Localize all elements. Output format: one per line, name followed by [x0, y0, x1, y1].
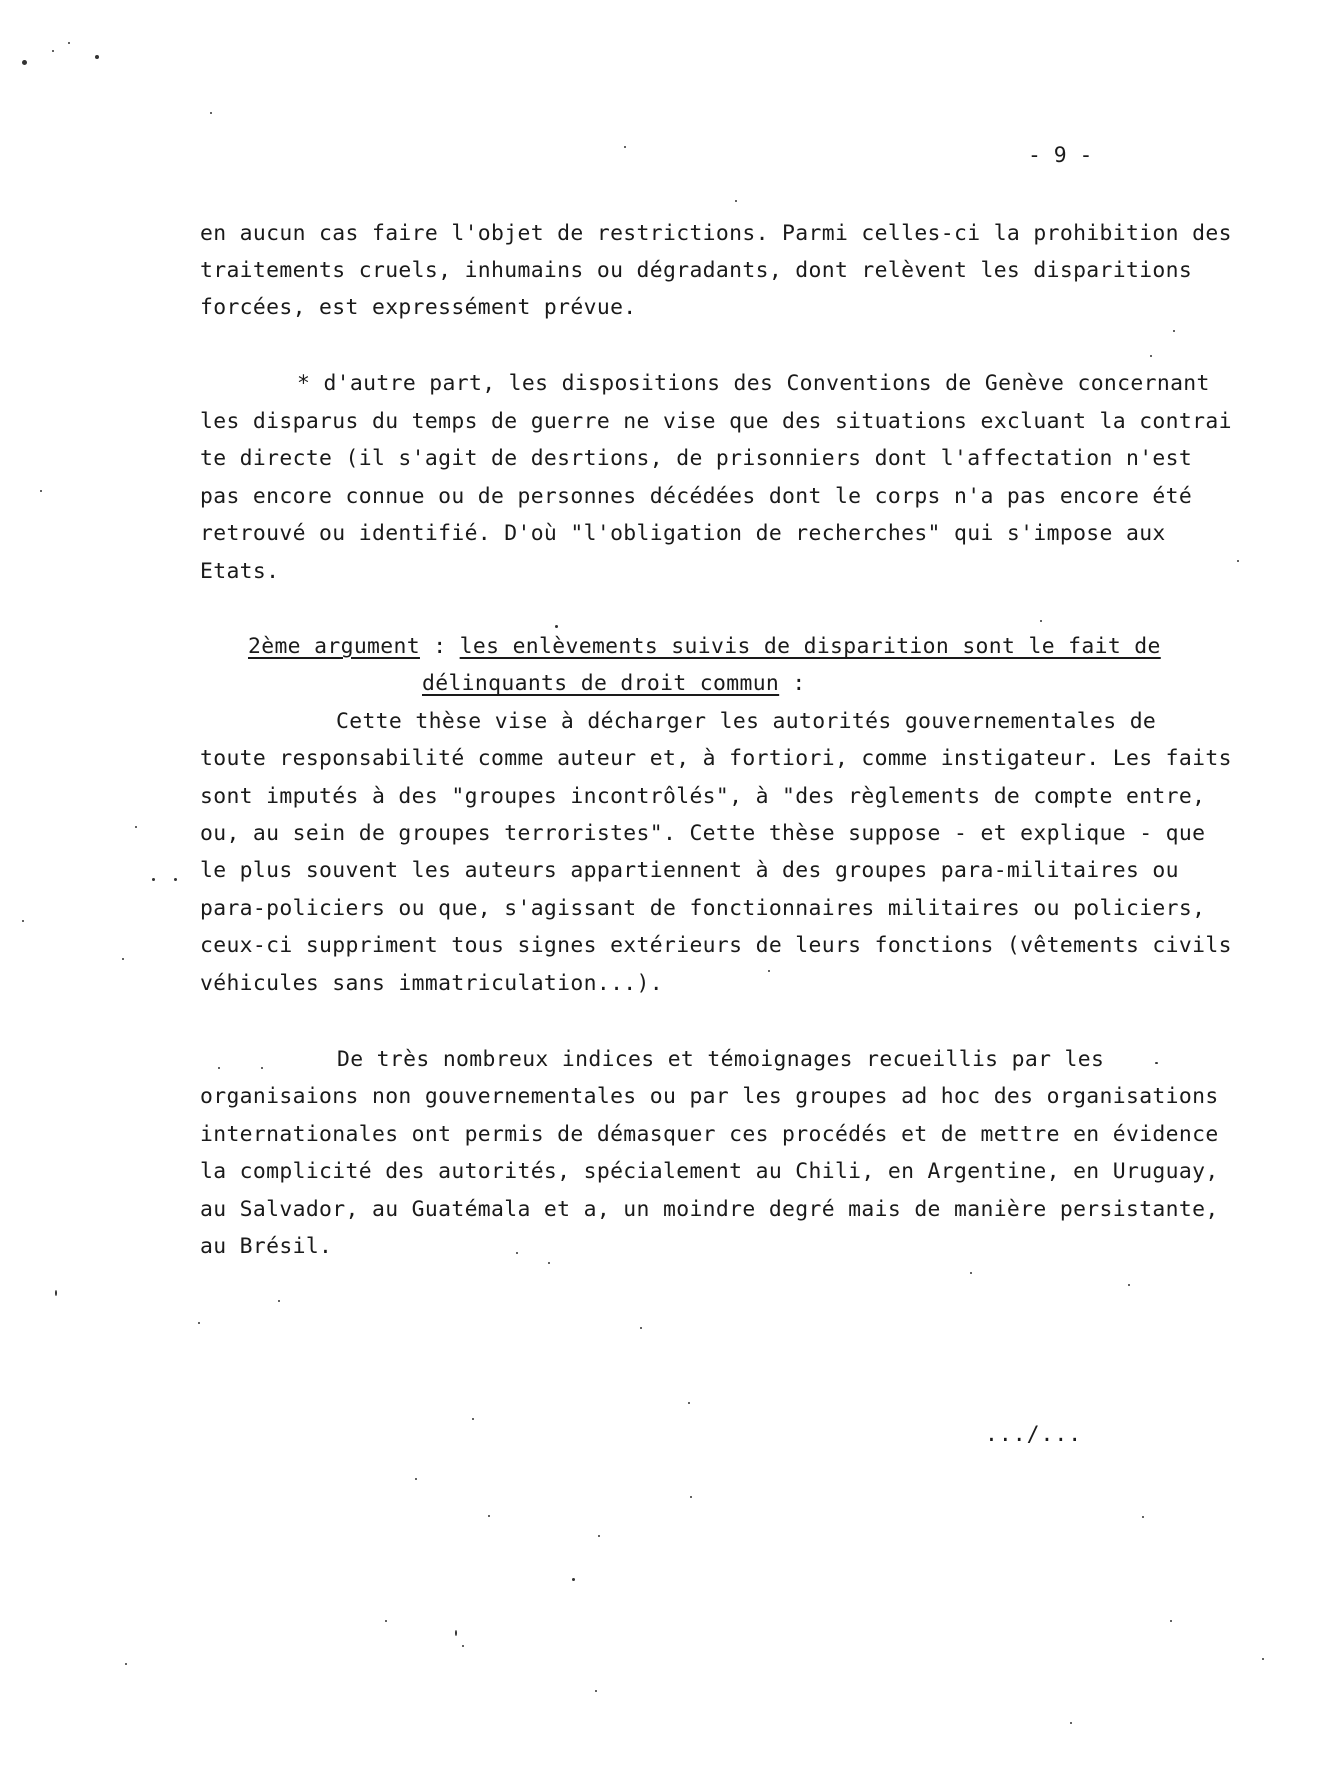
paragraph-line: le plus souvent les auteurs appartiennent à des groupes para-militaires ou	[200, 858, 1179, 883]
scan-speck	[572, 1578, 575, 1581]
scan-speck	[261, 1067, 263, 1069]
scan-speck	[95, 55, 99, 59]
paragraph-line: Cette thèse vise à décharger les autorités gouvernementales de	[336, 709, 1157, 734]
paragraph-line: pas encore connue ou de personnes décédées dont le corps n'a pas encore été	[200, 484, 1193, 509]
scan-speck	[548, 1262, 550, 1264]
argument-title-end: :	[779, 671, 806, 696]
paragraph-line: ceux-ci suppriment tous signes extérieurs de leurs fonctions (vêtements civils	[200, 933, 1232, 958]
scan-speck	[1150, 355, 1152, 357]
scan-speck	[640, 1327, 642, 1329]
paragraph-line: Etats.	[200, 559, 280, 584]
scan-speck	[768, 970, 770, 972]
scan-speck	[1040, 620, 1042, 622]
scan-speck	[1262, 1658, 1264, 1660]
scan-speck	[1237, 560, 1239, 562]
continuation-mark: .../...	[985, 1422, 1083, 1447]
scan-speck	[488, 1515, 490, 1517]
paragraph-line: toute responsabilité comme auteur et, à fortiori, comme instigateur. Les faits	[200, 746, 1232, 771]
scan-speck	[1173, 330, 1175, 332]
scan-speck	[210, 112, 212, 114]
paragraph-line: la complicité des autorités, spécialement au Chili, en Argentine, en Uruguay,	[200, 1159, 1219, 1184]
scan-speck	[122, 958, 124, 960]
argument-heading	[248, 634, 1161, 660]
scan-speck	[1170, 1620, 1172, 1622]
scan-speck	[595, 1690, 597, 1692]
paragraph-line: retrouvé ou identifié. D'où "l'obligation de recherches" qui s'impose aux	[200, 521, 1166, 546]
paragraph-line: ou, au sein de groupes terroristes". Cette thèse suppose - et explique - que	[200, 821, 1206, 846]
paragraph-line: De très nombreux indices et témoignages recueillis par les	[337, 1047, 1105, 1072]
paragraph-line: internationales ont permis de démasquer ces procédés et de mettre en évidence	[200, 1122, 1219, 1147]
paragraph-line: forcées, est expressément prévue.	[200, 295, 637, 320]
argument-separator: :	[419, 634, 460, 659]
scan-speck	[1128, 1284, 1130, 1286]
scan-speck	[1155, 1062, 1158, 1064]
scan-speck	[22, 920, 24, 922]
paragraph-line: te directe (il s'agit de desrtions, de prisonniers dont l'affectation n'est	[200, 446, 1193, 471]
scan-speck	[598, 1535, 600, 1537]
scan-speck	[735, 200, 737, 202]
argument-title-line2: délinquants de droit commun	[422, 671, 780, 696]
page-number: - 9 -	[1028, 143, 1093, 168]
paragraph-line: au Salvador, au Guatémala et a, un moindre degré mais de manière persistante,	[200, 1197, 1219, 1222]
scan-speck	[970, 1272, 972, 1274]
scan-speck	[55, 1290, 57, 1296]
paragraph-line: sont imputés à des "groupes incontrôlés", à "des règlements de compte entre,	[200, 784, 1206, 809]
scan-speck	[555, 625, 558, 628]
scan-speck	[218, 1067, 220, 1069]
paragraph-line: les disparus du temps de guerre ne vise que des situations excluant la contrai	[200, 409, 1232, 434]
argument-title-line1: les enlèvements suivis de disparition sont le fait de	[459, 634, 1161, 659]
scan-speck	[40, 490, 42, 492]
scan-speck	[135, 826, 137, 828]
scan-speck	[472, 1418, 474, 1420]
paragraph-line: * d'autre part, les dispositions des Conventions de Genève concernant	[297, 371, 1210, 396]
paragraph-line: traitements cruels, inhumains ou dégradants, dont relèvent les disparitions	[200, 258, 1193, 283]
scan-speck	[1142, 1516, 1144, 1518]
scan-speck	[462, 1645, 464, 1647]
scan-speck	[198, 1322, 200, 1324]
paragraph-line: au Brésil.	[200, 1234, 333, 1259]
paragraph-line: véhicules sans immatriculation...).	[200, 971, 663, 996]
scan-speck	[68, 42, 70, 44]
scan-speck	[152, 878, 155, 881]
scan-speck	[516, 1252, 518, 1254]
scan-speck	[22, 60, 27, 65]
scan-speck	[455, 1630, 457, 1636]
scan-speck	[125, 1663, 127, 1665]
scan-speck	[385, 1620, 387, 1622]
scan-speck	[278, 1300, 280, 1302]
paragraph-line: organisaions non gouvernementales ou par les groupes ad hoc des organisations	[200, 1084, 1219, 1109]
scan-speck	[1070, 1722, 1072, 1724]
paragraph-line: en aucun cas faire l'objet de restrictions. Parmi celles-ci la prohibition des	[200, 221, 1232, 246]
scan-speck	[624, 146, 626, 148]
argument-label: 2ème argument	[248, 634, 420, 659]
argument-heading-continued	[422, 671, 806, 697]
scan-speck	[174, 878, 177, 881]
scan-speck	[690, 1496, 692, 1498]
scan-speck	[415, 1478, 417, 1480]
scan-speck	[688, 1402, 690, 1404]
paragraph-line: para-policiers ou que, s'agissant de fonctionnaires militaires ou policiers,	[200, 896, 1206, 921]
scan-speck	[52, 50, 54, 52]
